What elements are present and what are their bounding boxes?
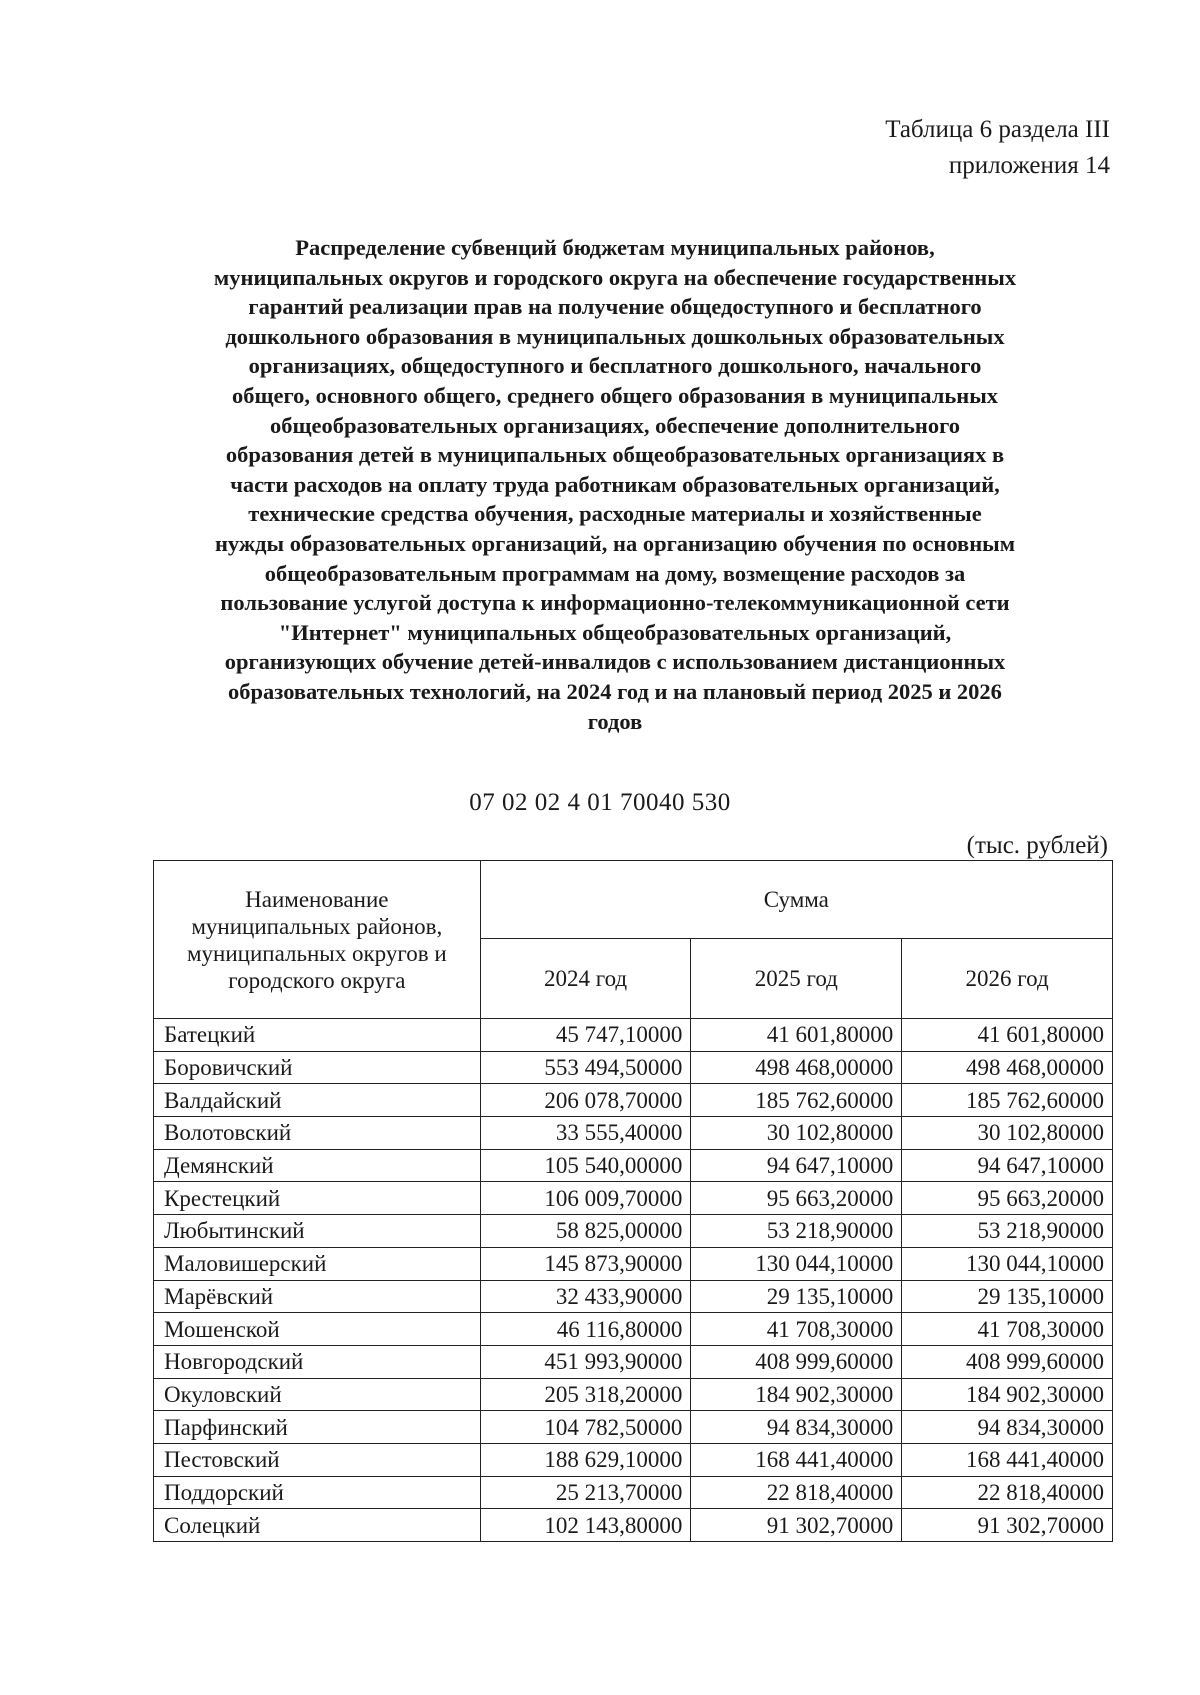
amount-2025-cell: 91 302,70000 bbox=[691, 1509, 902, 1542]
amount-2025-cell: 95 663,20000 bbox=[691, 1182, 902, 1215]
title-line: пользование услугой доступа к информационно-телекоммуникационной сети bbox=[220, 590, 1010, 616]
amount-2026-cell: 41 708,30000 bbox=[902, 1313, 1113, 1346]
amount-2025-cell: 22 818,40000 bbox=[691, 1476, 902, 1509]
amount-2025-cell: 94 647,10000 bbox=[691, 1149, 902, 1182]
title-line: общеобразовательным программам на дому, возмещение расходов за bbox=[264, 560, 966, 586]
amount-2026-cell: 184 902,30000 bbox=[902, 1378, 1113, 1411]
title-line: гарантий реализации прав на получение общедоступного и бесплатного bbox=[248, 294, 982, 320]
amount-2026-cell: 498 468,00000 bbox=[902, 1051, 1113, 1084]
amount-2024-cell: 32 433,90000 bbox=[480, 1280, 691, 1313]
amount-2026-cell: 408 999,60000 bbox=[902, 1345, 1113, 1378]
amount-2024-cell: 25 213,70000 bbox=[480, 1476, 691, 1509]
amount-2024-cell: 105 540,00000 bbox=[480, 1149, 691, 1182]
amount-2024-cell: 206 078,70000 bbox=[480, 1084, 691, 1117]
title-line: образовательных технологий, на 2024 год и на плановый период 2025 и 2026 bbox=[228, 678, 1002, 704]
reference-line-1: Таблица 6 раздела III bbox=[885, 116, 1110, 143]
amount-2024-cell: 145 873,90000 bbox=[480, 1247, 691, 1280]
table-row bbox=[154, 1345, 1113, 1378]
amount-2024-cell: 106 009,70000 bbox=[480, 1182, 691, 1215]
amount-2025-cell: 498 468,00000 bbox=[691, 1051, 902, 1084]
year-2025-header: 2025 год bbox=[691, 939, 902, 1019]
amount-2025-cell: 408 999,60000 bbox=[691, 1345, 902, 1378]
year-2026-header: 2026 год bbox=[902, 939, 1113, 1019]
unit-label: (тыс. рублей) bbox=[966, 832, 1108, 859]
amount-2024-cell: 553 494,50000 bbox=[480, 1051, 691, 1084]
table-row bbox=[154, 1215, 1113, 1248]
title-line: Распределение субвенций бюджетам муниципальных районов, bbox=[295, 235, 935, 260]
amount-2026-cell: 53 218,90000 bbox=[902, 1215, 1113, 1248]
table-row bbox=[154, 1443, 1113, 1476]
amount-2025-cell: 184 902,30000 bbox=[691, 1378, 902, 1411]
amount-2025-cell: 53 218,90000 bbox=[691, 1215, 902, 1248]
amount-2025-cell: 168 441,40000 bbox=[691, 1443, 902, 1476]
district-name-cell: Крестецкий bbox=[154, 1182, 481, 1215]
district-name-cell: Боровичский bbox=[154, 1051, 481, 1084]
amount-2024-cell: 45 747,10000 bbox=[480, 1019, 691, 1052]
district-name-cell: Окуловский bbox=[154, 1378, 481, 1411]
name-header-line: муниципальных районов, bbox=[191, 913, 443, 939]
title-line: организующих обучение детей-инвалидов с использованием дистанционных bbox=[224, 649, 1006, 675]
subvention-table bbox=[153, 860, 1113, 1542]
amount-2025-cell: 130 044,10000 bbox=[691, 1247, 902, 1280]
title-line: годов bbox=[587, 708, 643, 734]
district-name-cell: Марёвский bbox=[154, 1280, 481, 1313]
title-line: образования детей в муниципальных общеобразовательных организациях в bbox=[225, 442, 1005, 468]
amount-2025-cell: 29 135,10000 bbox=[691, 1280, 902, 1313]
amount-2024-cell: 58 825,00000 bbox=[480, 1215, 691, 1248]
amount-2026-cell: 130 044,10000 bbox=[902, 1247, 1113, 1280]
amount-2025-cell: 30 102,80000 bbox=[691, 1117, 902, 1150]
amount-2026-cell: 29 135,10000 bbox=[902, 1280, 1113, 1313]
district-name-cell: Новгородский bbox=[154, 1345, 481, 1378]
table-reference bbox=[885, 112, 1110, 184]
district-name-cell: Парфинский bbox=[154, 1411, 481, 1444]
amount-2025-cell: 41 708,30000 bbox=[691, 1313, 902, 1346]
amount-2026-cell: 168 441,40000 bbox=[902, 1443, 1113, 1476]
title-line: муниципальных округов и городского округа на обеспечение государственных bbox=[213, 264, 1017, 290]
table-row bbox=[154, 1149, 1113, 1182]
name-column-header bbox=[154, 861, 481, 1019]
table-row bbox=[154, 1378, 1113, 1411]
amount-2026-cell: 30 102,80000 bbox=[902, 1117, 1113, 1150]
district-name-cell: Волотовский bbox=[154, 1117, 481, 1150]
amount-2024-cell: 46 116,80000 bbox=[480, 1313, 691, 1346]
amount-2026-cell: 94 647,10000 bbox=[902, 1149, 1113, 1182]
amount-2026-cell: 185 762,60000 bbox=[902, 1084, 1113, 1117]
title-line: "Интернет" муниципальных общеобразовательных организаций, bbox=[278, 619, 952, 645]
table-row bbox=[154, 1280, 1113, 1313]
table-row bbox=[154, 1476, 1113, 1509]
title-line: общего, основного общего, среднего общего образования в муниципальных bbox=[231, 382, 999, 408]
table-row bbox=[154, 1051, 1113, 1084]
district-name-cell: Демянский bbox=[154, 1149, 481, 1182]
title-line: части расходов на оплату труда работникам образовательных организаций, bbox=[230, 471, 1000, 497]
table-row bbox=[154, 1019, 1113, 1052]
amount-2026-cell: 94 834,30000 bbox=[902, 1411, 1113, 1444]
district-name-cell: Мошенской bbox=[154, 1313, 481, 1346]
table-row bbox=[154, 1509, 1113, 1542]
amount-2024-cell: 188 629,10000 bbox=[480, 1443, 691, 1476]
name-header-line: Наименование bbox=[245, 886, 389, 912]
table-row bbox=[154, 1117, 1113, 1150]
table-row bbox=[154, 1411, 1113, 1444]
sum-header: Сумма bbox=[480, 861, 1112, 939]
amount-2024-cell: 104 782,50000 bbox=[480, 1411, 691, 1444]
district-name-cell: Пестовский bbox=[154, 1443, 481, 1476]
amount-2026-cell: 22 818,40000 bbox=[902, 1476, 1113, 1509]
title-line: нужды образовательных организаций, на организацию обучения по основным bbox=[214, 530, 1016, 556]
document-title bbox=[150, 233, 1080, 736]
amount-2024-cell: 205 318,20000 bbox=[480, 1378, 691, 1411]
district-name-cell: Маловишерский bbox=[154, 1247, 481, 1280]
reference-line-2: приложения 14 bbox=[948, 152, 1110, 179]
name-header-line: муниципальных округов и bbox=[187, 940, 447, 966]
amount-2025-cell: 94 834,30000 bbox=[691, 1411, 902, 1444]
title-line: организациях, общедоступного и бесплатного дошкольного, начального bbox=[248, 353, 982, 379]
district-name-cell: Валдайский bbox=[154, 1084, 481, 1117]
amount-2024-cell: 102 143,80000 bbox=[480, 1509, 691, 1542]
table-row bbox=[154, 1182, 1113, 1215]
amount-2026-cell: 41 601,80000 bbox=[902, 1019, 1113, 1052]
table-row bbox=[154, 1084, 1113, 1117]
name-header-line: городского округа bbox=[228, 967, 406, 993]
district-name-cell: Поддорский bbox=[154, 1476, 481, 1509]
amount-2025-cell: 41 601,80000 bbox=[691, 1019, 902, 1052]
title-line: технические средства обучения, расходные материалы и хозяйственные bbox=[248, 501, 982, 527]
title-line: общеобразовательных организациях, обеспечение дополнительного bbox=[269, 412, 961, 438]
budget-classification-code: 07 02 02 4 01 70040 530 bbox=[469, 789, 731, 816]
amount-2024-cell: 33 555,40000 bbox=[480, 1117, 691, 1150]
amount-2026-cell: 91 302,70000 bbox=[902, 1509, 1113, 1542]
district-name-cell: Любытинский bbox=[154, 1215, 481, 1248]
year-2024-header: 2024 год bbox=[480, 939, 691, 1019]
district-name-cell: Солецкий bbox=[154, 1509, 481, 1542]
amount-2024-cell: 451 993,90000 bbox=[480, 1345, 691, 1378]
table-body bbox=[154, 1019, 1113, 1542]
amount-2026-cell: 95 663,20000 bbox=[902, 1182, 1113, 1215]
amount-2025-cell: 185 762,60000 bbox=[691, 1084, 902, 1117]
table-row bbox=[154, 1313, 1113, 1346]
title-line: дошкольного образования в муниципальных дошкольных образовательных bbox=[225, 323, 1005, 349]
district-name-cell: Батецкий bbox=[154, 1019, 481, 1052]
table-row bbox=[154, 1247, 1113, 1280]
